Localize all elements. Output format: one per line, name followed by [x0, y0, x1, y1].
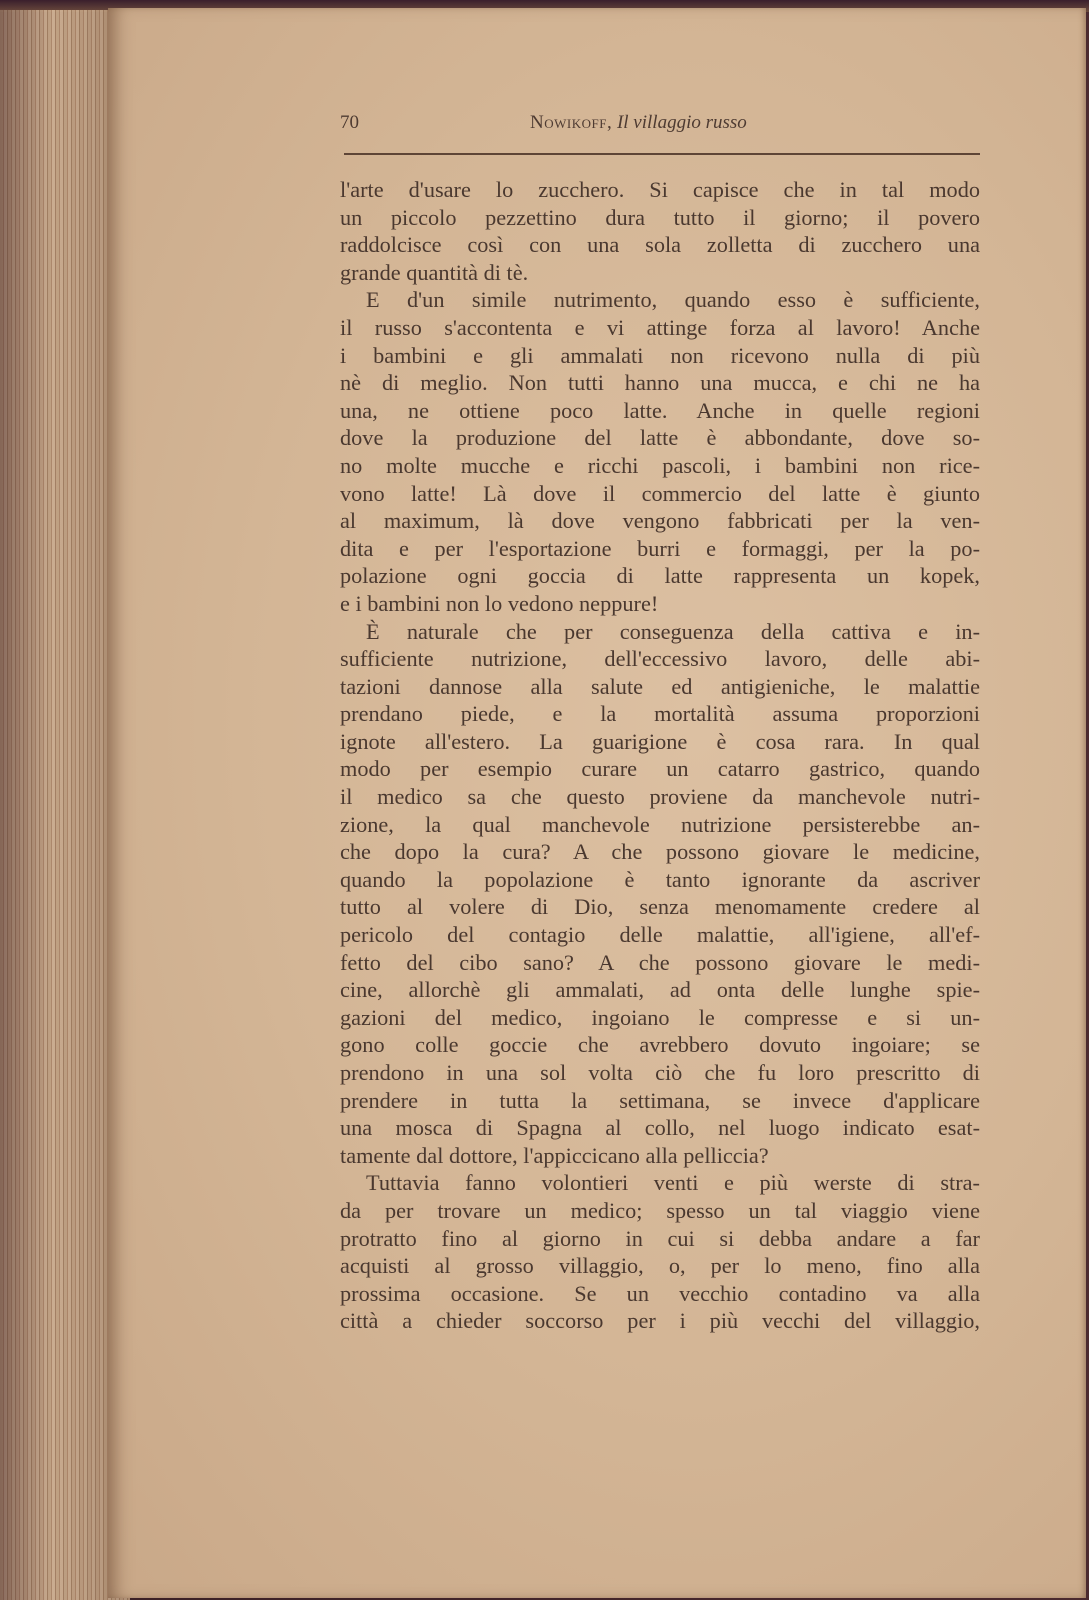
header-rule [344, 153, 980, 155]
text-line: È naturale che per conseguenza della cattiva e in- [366, 618, 980, 644]
text-line: raddolcisce così con una sola zolletta di zucchero una [340, 232, 980, 258]
text-line: che dopo la cura? A che possono giovare le medicine, [340, 839, 980, 865]
text-line: E d'un simile nutrimento, quando esso è sufficiente, [366, 287, 980, 313]
text-line: una, ne ottiene poco latte. Anche in quelle regioni [340, 397, 980, 423]
text-line: gazioni del medico, ingoiano le compresse e si un- [340, 1004, 980, 1030]
text-line: protratto fino al giorno in cui si debba andare a far [340, 1225, 980, 1251]
text-line: no molte mucche e ricchi pascoli, i bambini non rice- [340, 452, 980, 478]
page-number: 70 [340, 112, 359, 133]
text-line: i bambini e gli ammalati non ricevono nulla di più [340, 342, 980, 368]
text-line: prendono in una sol volta ciò che fu loro prescritto di [340, 1060, 980, 1085]
text-line: quando la popolazione è tanto ignorante da ascriver [340, 866, 980, 892]
text-line: gono colle goccie che avrebbero dovuto ingoiare; se [340, 1032, 980, 1058]
text-line: acquisti al grosso villaggio, o, per lo meno, fino alla [340, 1253, 980, 1279]
running-head-title: Il villaggio russo [616, 112, 747, 133]
text-line: grande quantità di tè. [340, 259, 529, 285]
text-line: sufficiente nutrizione, dell'eccessivo lavoro, delle abi- [340, 646, 980, 672]
text-line: prendano piede, e la mortalità assuma proporzioni [340, 701, 980, 727]
text-line: cine, allorchè gli ammalati, ad onta delle lunghe spie- [340, 977, 980, 1003]
text-line: modo per esempio curare un catarro gastrico, quando [340, 756, 980, 782]
text-line: prendere in tutta la settimana, se invece d'applicare [340, 1087, 980, 1113]
text-line: tamente dal dottore, l'appiccicano alla pelliccia? [340, 1142, 769, 1168]
text-line: un piccolo pezzettino dura tutto il giorno; il povero [340, 204, 980, 230]
text-line: ignote all'estero. La guarigione è cosa rara. In qual [340, 728, 980, 754]
text-line: tutto al volere di Dio, senza menomamente credere al [340, 894, 980, 920]
text-line: polazione ogni goccia di latte rappresenta un kopek, [340, 563, 980, 589]
text-line: Tuttavia fanno volontieri venti e più werste di stra- [366, 1170, 980, 1196]
text-line: fetto del cibo sano? A che possono giovare le medi- [340, 949, 980, 975]
text-line: nè di meglio. Non tutti hanno una mucca, e chi ne ha [340, 370, 980, 396]
text-line: dove la produzione del latte è abbondante, dove so- [340, 425, 980, 451]
running-head-author: Nowikoff, [530, 112, 613, 133]
text-line: pericolo del contagio delle malattie, all'igiene, all'ef- [340, 922, 980, 948]
text-line: l'arte d'usare lo zucchero. Si capisce che in tal modo [340, 177, 980, 202]
text-line: prossima occasione. Se un vecchio contadino va alla [340, 1280, 980, 1306]
text-line: zione, la qual manchevole nutrizione persisterebbe an- [340, 811, 980, 837]
text-line: vono latte! Là dove il commercio del latte è giunto [340, 480, 980, 506]
text-line: una mosca di Spagna al collo, nel luogo indicato esat- [340, 1115, 980, 1141]
text-line: da per trovare un medico; spesso un tal viaggio viene [340, 1197, 980, 1223]
text-line: dita e per l'esportazione burri e formaggi, per la po- [340, 535, 980, 561]
text-line: città a chieder soccorso per i più vecchi del villaggio, [340, 1308, 980, 1334]
text-line: il medico sa che questo proviene da manchevole nutri- [340, 784, 980, 810]
body-text [340, 176, 980, 1335]
text-line: e i bambini non lo vedono neppure! [340, 590, 659, 616]
text-line: il russo s'accontenta e vi attinge forza al lavoro! Anche [340, 314, 980, 340]
text-line: al maximum, là dove vengono fabbricati per la ven- [340, 508, 980, 534]
text-line: tazioni dannose alla salute ed antigieniche, le malattie [340, 673, 980, 699]
page-header [340, 112, 980, 142]
running-head [530, 112, 747, 134]
